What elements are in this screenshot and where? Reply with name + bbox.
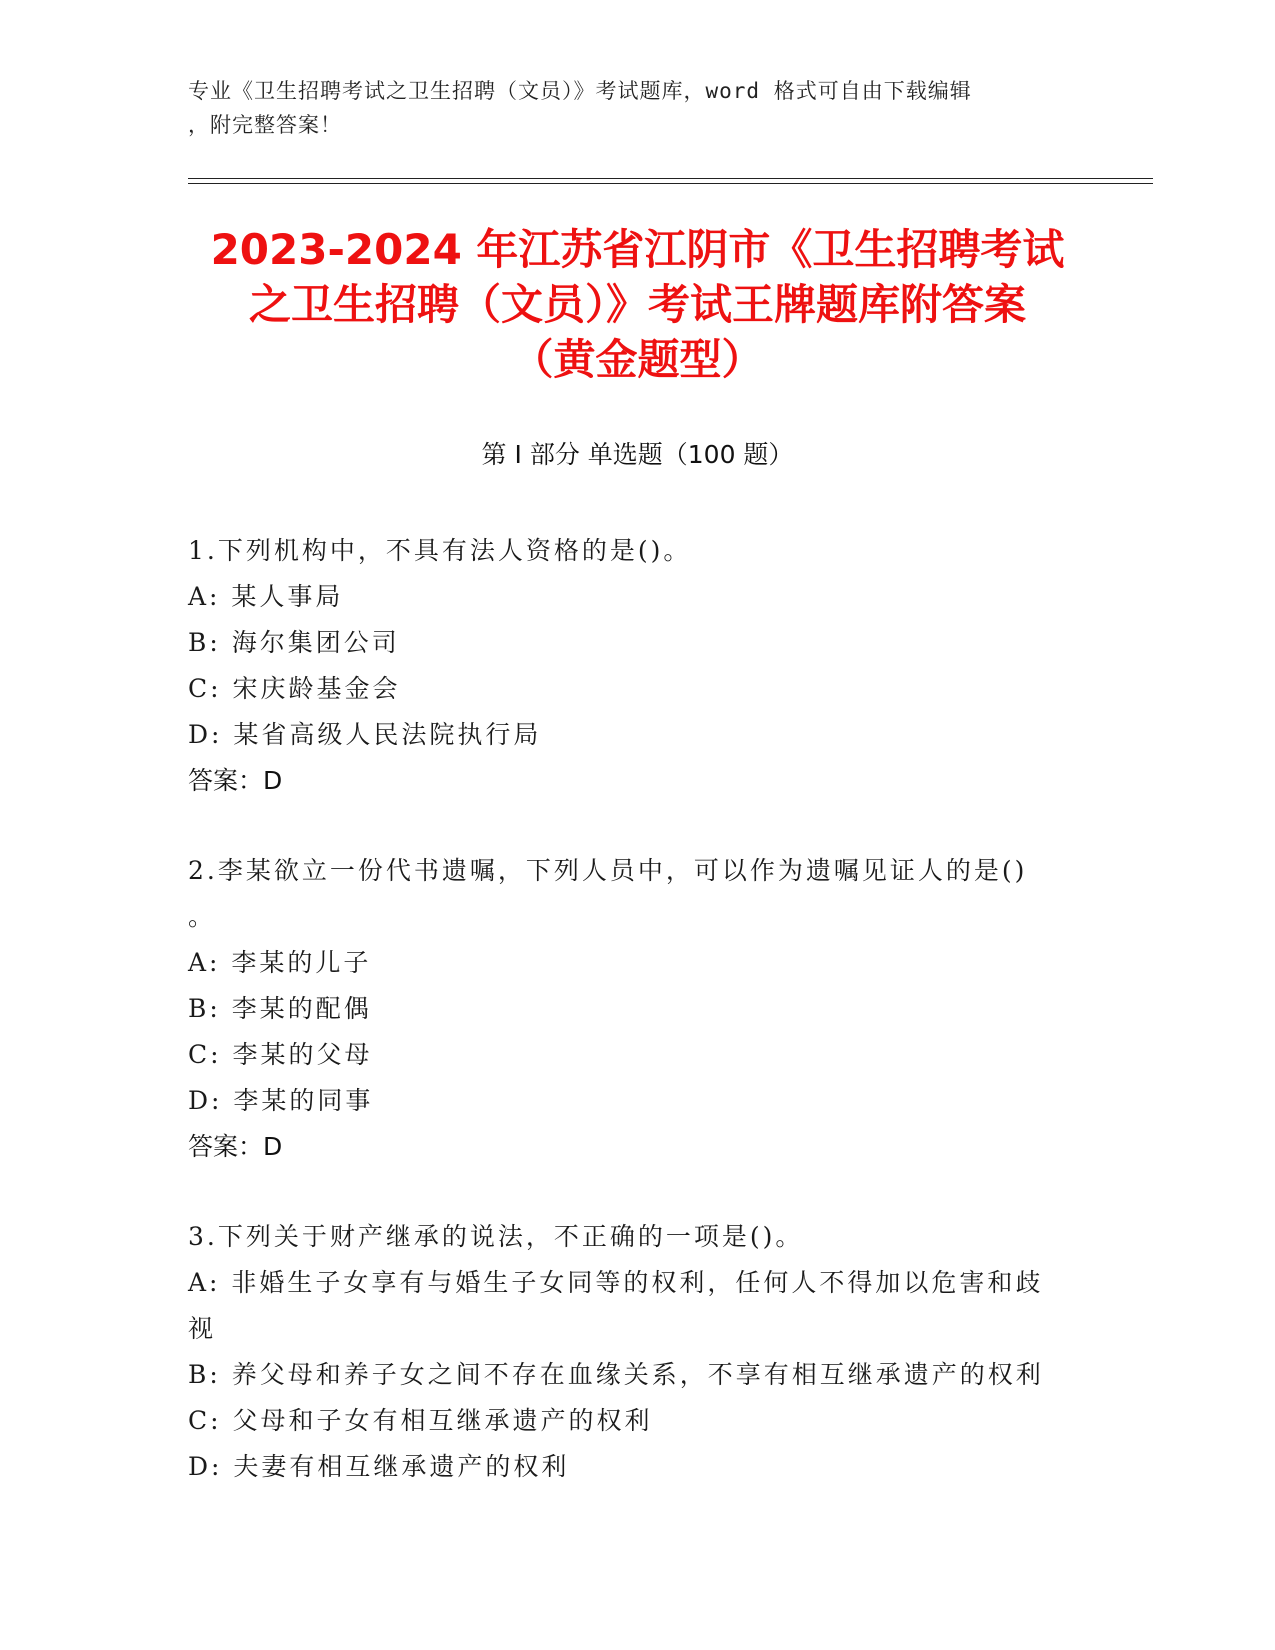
question-stem: 1.下列机构中，不具有法人资格的是()。 [188,536,692,565]
option-b: B: 李某的配偶 [188,994,372,1023]
option-d: D: 李某的同事 [188,1086,374,1115]
intro-line-1: 专业《卫生招聘考试之卫生招聘（文员）》考试题库，word 格式可自由下载编辑 [188,79,972,103]
option-d: D: 夫妻有相互继承遗产的权利 [188,1452,570,1481]
questions-list [188,528,1078,1534]
option-a: A: 非婚生子女享有与婚生子女同等的权利，任何人不得加以危害和歧 [188,1268,1044,1297]
option-b: B: 养父母和养子女之间不存在血缘关系，不享有相互继承遗产的权利 [188,1360,1044,1389]
divider-line-top [188,178,1153,179]
option-a: A: 某人事局 [188,582,344,611]
option-c: C: 父母和子女有相互继承遗产的权利 [188,1406,653,1435]
option-a: A: 李某的儿子 [188,948,372,977]
answer-label: 答案：D [188,766,283,795]
option-d: D: 某省高级人民法院执行局 [188,720,542,749]
question-2 [188,848,1078,1170]
option-a-continued: 视 [188,1314,217,1343]
question-3 [188,1214,1078,1490]
title-line-3: （黄金题型） [511,335,764,384]
document-title [150,222,1125,387]
answer-label: 答案：D [188,1132,283,1161]
question-stem-continued: 。 [188,902,217,931]
intro-text [188,74,1078,142]
option-c: C: 宋庆龄基金会 [188,674,401,703]
intro-line-2: ，附完整答案！ [188,113,342,137]
question-stem: 2.李某欲立一份代书遗嘱，下列人员中，可以作为遗嘱见证人的是() [188,856,1028,885]
section-title: 第 I 部分 单选题（100 题） [481,440,794,469]
title-line-2: 之卫生招聘（文员）》考试王牌题库附答案 [248,280,1026,329]
question-1 [188,528,1078,804]
title-line-1: 2023-2024 年江苏省江阴市《卫生招聘考试 [210,225,1065,274]
option-c: C: 李某的父母 [188,1040,373,1069]
option-b: B: 海尔集团公司 [188,628,400,657]
question-stem: 3.下列关于财产继承的说法，不正确的一项是()。 [188,1222,804,1251]
divider-line-bottom [188,183,1153,184]
